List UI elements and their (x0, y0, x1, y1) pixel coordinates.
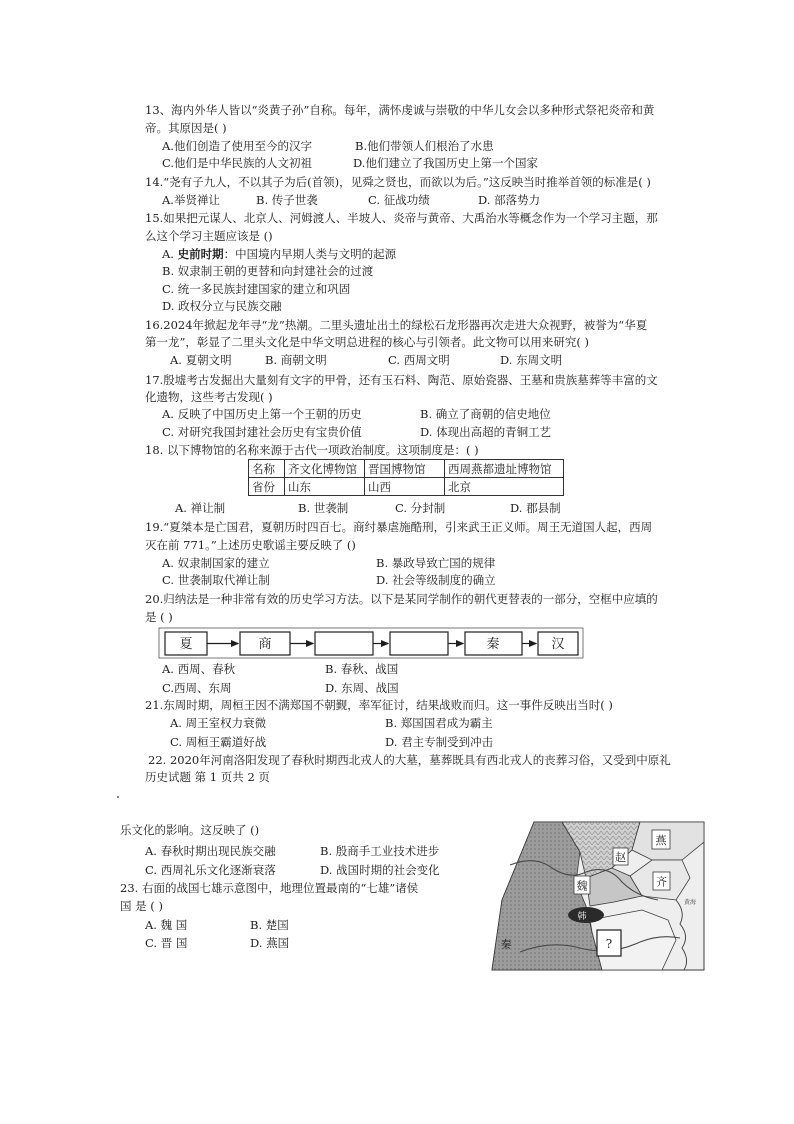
map-label-zhao: 赵 (615, 851, 626, 864)
question-19-option-c: C. 世袭制取代禅让制 (162, 573, 270, 587)
question-13-stem-line-2: 帝。其原因是( ) (145, 121, 227, 135)
map-label-sea: 黄海 (683, 899, 697, 906)
question-17-option-b: B. 确立了商朝的信史地位 (420, 407, 551, 421)
map-label-qi: 齐 (656, 875, 667, 889)
question-20-stem-line-1: 20.归纳法是一种非常有效的历史学习方法。以下是某同学制作的朝代更替表的一部分，空框中应填的 (145, 592, 658, 606)
flow-box-6-label: 汉 (551, 637, 565, 652)
question-19-option-d: D. 社会等级制度的确立 (376, 573, 496, 587)
question-17-option-d: D. 体现出高超的青铜工艺 (420, 425, 552, 439)
question-13-option-b: B.他们带领人们根治了水患 (355, 139, 494, 153)
question-13-option-a: A.他们创造了使用至今的汉字 (162, 139, 312, 153)
question-16-option-c: C. 西周文明 (388, 353, 450, 367)
question-23-stem-line-1: 23. 右面的战国七雄示意图中，地理位置最南的“七雄”诸侯 (120, 881, 419, 895)
table-row (249, 478, 564, 496)
question-22-option-d: D. 战国时期的社会变化 (320, 863, 440, 877)
question-15-option-c: C. 统一多民族封建国家的建立和巩固 (162, 282, 351, 296)
question-18-stem-line-1: 18. 以下博物馆的名称来源于古代一项政治制度。这项制度是：( ) (145, 443, 479, 457)
option-emphasis: 史前时期 (177, 247, 224, 261)
question-16-option-a: A. 夏朝文明 (170, 353, 232, 367)
question-20-option-a: A. 西周、春秋 (162, 662, 236, 676)
question-22-option-b: B. 殷商手工业技术进步 (320, 844, 440, 858)
table-cell: 山西 (365, 478, 445, 496)
question-13-stem-line-1: 13、海内外华人皆以“炎黄子孙”自称。每年，满怀虔诚与崇敬的中华儿女会以多种形式祭祀炎帝和黄 (145, 103, 655, 117)
question-17-option-a: A. 反映了中国历史上第一个王朝的历史 (162, 407, 362, 421)
question-16-option-b: B. 商朝文明 (265, 353, 327, 367)
museum-table (248, 459, 564, 496)
table-cell: 齐文化博物馆 (285, 460, 365, 478)
question-21-option-b: B. 郑国国君成为霸主 (385, 716, 493, 730)
question-17-option-c: C. 对研究我国封建社会历史有宝贵价值 (162, 425, 362, 439)
question-19-option-b: B. 暴政导致亡国的规律 (376, 556, 496, 570)
question-15-option-a (162, 246, 396, 262)
flow-box-1-label: 夏 (179, 637, 193, 652)
question-15-option-b: B. 奴隶制王朝的更替和向封建社会的过渡 (162, 264, 374, 278)
question-23-option-d: D. 燕国 (250, 936, 290, 950)
flow-box-blank-2 (390, 632, 448, 655)
question-21-option-a: A. 周王室权力衰微 (170, 716, 267, 730)
page-footer: 历史试题 第 1 页共 2 页 (145, 770, 270, 784)
question-14-option-a: A.举贤禅让 (162, 193, 220, 207)
option-label: A. (162, 247, 178, 261)
question-20-stem-line-2: 是 ( ) (145, 610, 173, 624)
flow-box-blank-1 (315, 632, 373, 655)
question-23-stem-line-2: 国 是 ( ) (120, 899, 163, 913)
question-23-option-c: C. 晋 国 (145, 936, 188, 950)
question-18-option-a: A. 禅让制 (175, 501, 226, 515)
map-label-unknown: ? (605, 937, 613, 951)
question-14-stem-line-1: 14.“尧有子九人，不以其子为后(首领)，见舜之贤也，而欲以为后。”这反映当时推举首领的标准是( ) (145, 175, 651, 189)
question-22-stem-line-1: 22. 2020年河南洛阳发现了春秋时期西北戎人的大墓，墓葬既具有西北戎人的丧葬习俗，又受到中原礼 (148, 753, 671, 767)
question-13-option-d: D.他们建立了我国历史上第一个国家 (353, 156, 538, 170)
question-17-stem-line-2: 化遗物，这些考古发现( ) (145, 390, 273, 404)
question-23-option-a: A. 魏 国 (145, 918, 188, 932)
map-label-qin: 秦 (500, 938, 512, 951)
dynasty-flow-chart (158, 626, 586, 660)
question-20-option-b: B. 春秋、战国 (325, 662, 399, 676)
question-15-option-d: D. 政权分立与民族交融 (162, 299, 282, 313)
table-cell: 名称 (249, 460, 285, 478)
question-18-option-d: D. 郡县制 (510, 501, 561, 515)
question-20-option-c: C.西周、东周 (162, 681, 232, 695)
question-17-stem-line-1: 17.殷墟考古发掘出大量刻有文字的甲骨，还有玉石料、陶范、原始瓷器、王墓和贵族墓葬等丰富的文 (145, 373, 658, 387)
question-22-option-c: C. 西周礼乐文化逐渐衰落 (145, 863, 276, 877)
table-cell: 省份 (249, 478, 285, 496)
question-22-stem-line-2: 乐文化的影响。这反映了 () (120, 823, 260, 837)
flow-box-2-label: 商 (258, 637, 272, 652)
question-15-stem-line-1: 15.如果把元谋人、北京人、河姆渡人、半坡人、炎帝与黄帝、大禹治水等概念作为一个学习主题，那 (145, 211, 658, 225)
question-18-option-b: B. 世袭制 (298, 501, 349, 515)
table-cell: 晋国博物馆 (365, 460, 445, 478)
question-23-option-b: B. 楚国 (250, 918, 289, 932)
warring-states-map (490, 820, 706, 972)
table-cell: 北京 (445, 478, 564, 496)
question-21-stem-line-1: 21.东周时期，周桓王因不满郑国不朝觐，率军征讨，结果战败而归。这一事件反映出当时( ) (145, 698, 613, 712)
question-21-option-c: C. 周桓王霸道好战 (170, 735, 267, 749)
map-label-han: 韩 (577, 912, 587, 922)
scan-mark (117, 796, 119, 798)
question-22-option-a: A. 春秋时期出现民族交融 (145, 844, 276, 858)
table-row (249, 460, 564, 478)
question-16-option-d: D. 东周文明 (500, 353, 563, 367)
question-20-option-d: D. 东周、战国 (325, 681, 399, 695)
question-16-stem-line-1: 16.2024年掀起龙年寻“龙”热潮。二里头遗址出土的绿松石龙形器再次走进大众视野，被誉为“华夏 (145, 318, 648, 332)
question-13-option-c: C.他们是中华民族的人文初祖 (162, 156, 313, 170)
question-19-stem-line-1: 19.“夏桀本是亡国君，夏朝历时四百七。商纣暴虐施酷刑，引来武王正义师。周王无道国人起，西周 (145, 520, 653, 534)
flow-box-5-label: 秦 (486, 637, 500, 652)
table-cell: 西周燕都遗址博物馆 (445, 460, 564, 478)
map-label-wei: 魏 (576, 879, 588, 893)
question-15-stem-line-2: 么这个学习主题应该是 () (145, 229, 273, 243)
question-19-stem-line-2: 灭在前 771。”上述历史歌谣主要反映了 () (145, 538, 356, 552)
question-16-stem-line-2: 第一龙”，彰显了二里头文化是中华文明总进程的核心与引领者。此文物可以用来研究( ) (145, 335, 590, 349)
option-text: ：中国境内早期人类与文明的起源 (223, 247, 397, 261)
question-18-option-c: C. 分封制 (395, 501, 446, 515)
table-cell: 山东 (285, 478, 365, 496)
question-14-option-b: B. 传子世袭 (256, 193, 318, 207)
map-label-yan: 燕 (655, 834, 667, 847)
question-21-option-d: D. 君主专制受到冲击 (385, 735, 494, 749)
question-14-option-d: D. 部落势力 (478, 193, 541, 207)
question-19-option-a: A. 奴隶制国家的建立 (162, 556, 270, 570)
question-14-option-c: C. 征战功绩 (368, 193, 430, 207)
